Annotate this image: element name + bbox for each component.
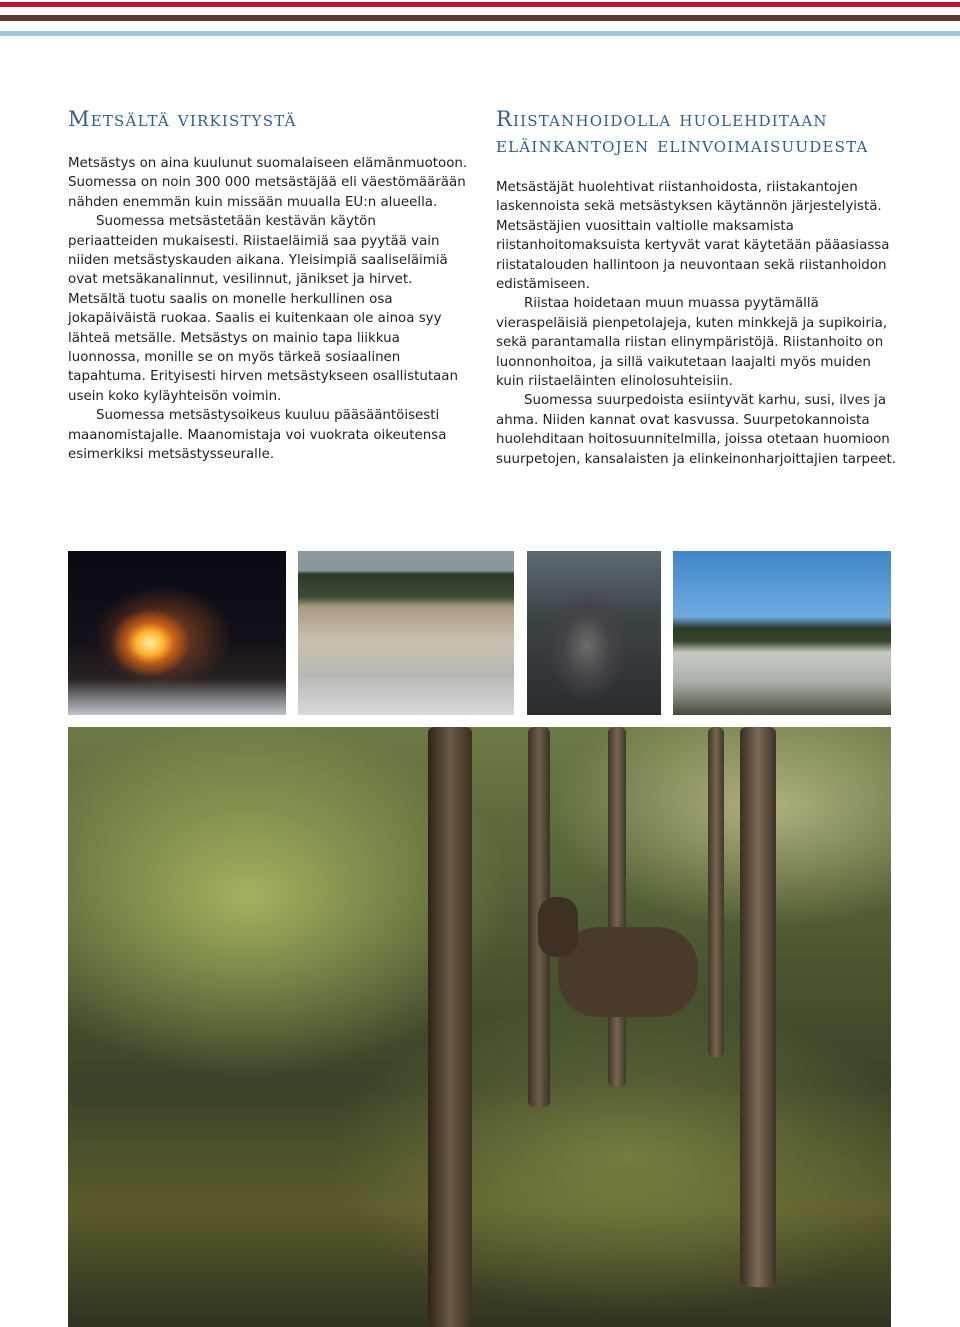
left-section-title: Metsältä virkistystä xyxy=(68,107,297,131)
right-column xyxy=(496,106,896,469)
left-paragraph-1: Metsästys on aina kuulunut suomalaiseen elämänmuotoon. Suomessa on noin 300 000 metsästäjää eli väestömäärään nähden enemmän kuin missään muualla EU:n alueella. xyxy=(68,156,468,210)
right-paragraph-1: Metsästäjät huolehtivat riistanhoidosta, riistakantojen laskennoista sekä metsästyksen käytännön järjestelyistä. Metsästäjien vuosittain valtiolle maksamista riistanhoitomaksuista kertyvät varat käytetään pääasiassa riistatalouden hallintoon ja neuvontaan sekä riistanhoidon edistämiseen. xyxy=(496,180,890,293)
photo-dog-with-bird xyxy=(527,551,661,715)
top-stripe-brown xyxy=(0,15,960,21)
photo-moose-in-forest xyxy=(68,727,891,1327)
photo-hunter-with-rifle xyxy=(673,551,891,715)
photo-hunter-with-dog xyxy=(298,551,514,715)
left-paragraph-2: Suomessa metsästetään kestävän käytön periaatteiden mukaisesti. Riistaeläimiä saa pyytää vain niiden metsästyskauden aikana. Yleisimpiä saaliseläimiä ovat metsäkanalinnut, vesilinnut, jänikset ja hirvet. Metsältä tuotu saalis on monelle herkullinen osa jokapäiväistä ruokaa. Saalis ei kuitenkaan ole ainoa syy lähteä metsälle. Metsästys on mainio tapa liikkua luonnossa, monille se on myös tärkeä sosiaalinen tapahtuma. Erityisesti hirven metsästykseen osallistutaan usein koko kyläyhteisön voimin. xyxy=(68,214,458,404)
left-paragraph-3: Suomessa metsästysoikeus kuuluu pääsääntöisesti maanomistajalle. Maanomistaja voi vuokrata oikeutensa esimerkiksi metsästysseuralle. xyxy=(68,408,447,463)
top-stripe-red xyxy=(0,2,960,7)
right-paragraph-2: Riistaa hoidetaan muun muassa pyytämällä vieraspeläisiä pienpetolajeja, kuten minkkejä ja supikoiria, sekä parantamalla riistan elinympäristöjä. Riistanhoito on luonnonhoitoa, ja sillä vaikutetaan laajalti myös muiden kuin riistaeläinten elinolosuhteisiin. xyxy=(496,296,888,390)
right-section-title: Riistanhoidolla huolehditaan eläinkantojen elinvoimaisuudesta xyxy=(496,107,869,157)
photo-campfire xyxy=(68,551,286,715)
left-column xyxy=(68,106,468,465)
right-paragraph-3: Suomessa suurpedoista esiintyvät karhu, susi, ilves ja ahma. Niiden kannat ovat kasvussa. Suurpetokannoista huolehditaan hoitosuunnitelmilla, joissa otetaan huomioon suurpetojen, kansalaisten ja elinkeinonharjoittajien tarpeet. xyxy=(496,393,896,467)
top-stripe-blue xyxy=(0,31,960,36)
